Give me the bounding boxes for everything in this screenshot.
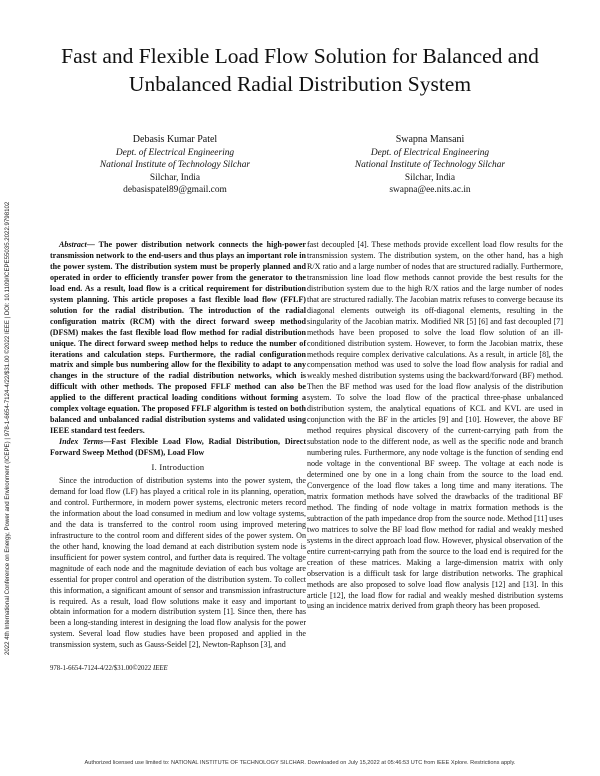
abstract-text: — The power distribution network connects the high-power transmission network to the end-users and thus plays an important role in the power system. The distribution system must be properly planned and operated in order to efficiently transfer power from the generator to the load end. As a result, load flow is a critical requirement for distribution system planning. This article proposes a fast flexible load flow (FFLF) solution for the radial distribution. The introduction of the radial configuration matrix (RCM) with the direct forward sweep method (DFSM) makes the fast flexible load flow method for radial distribution unique. The direct forward sweep method helps to reduce the number of iterations and calculation steps. Furthermore, the radial configuration matrix and simple bus numbering allow for the flexibility to adapt to any changes in the structure of the radial distribution networks, which is difficult with other methods. The proposed FFLF method can also be applied to the different practical loading conditions without forming a complex voltage equation. The proposed FFLF algorithm is tested on both balanced and unbalanced radial distribution systems and validated using IEEE standard test feeders. xyxy=(50,240,306,436)
copyright-ieee: IEEE xyxy=(152,665,168,672)
index-terms-label: Index Terms xyxy=(59,437,104,447)
right-column xyxy=(307,240,563,612)
abstract-label: Abstract xyxy=(59,240,87,249)
author-block-2 xyxy=(300,134,560,197)
doi-sidebar xyxy=(2,120,14,655)
intro-paragraph-continued: fast decoupled [4]. These methods provide excellent load flow results for the transmission system. The distribution system, on the other hand, has a high R/X ratio and a large number of nodes that are structured radially. Furthermore, transmission line load flow methods cannot provide the best results for the distribution system due to the high R/X ratios and the large number of nodes that are structured radially. The Jacobian matrix refuses to converge because its diagonal elements outweigh its off-diagonal elements, resulting in the singularity of the Jacobian matrix. Modified NR [5] [6] and fast decoupled [7] methods have been proposed to solve the load flow solution of an ill-conditioned distribution system. However, to form the Jacobian matrix, these methods require complex derivative calculations. As a result, in article [8], the compensation method was used to solve the load flow analysis for radial and weakly meshed distribution systems using the backward/forward (BF) method. Then the BF method was used for the load flow analysis of the distribution system. To solve the load flow of the practical three-phase unbalanced distribution system, the analytical equations of KCL and KVL are used in conjunction with the BF in the articles [9] and [10]. However, the above BF method requires physical discovery of the current-carrying path from the substation node to the different node, as well as the specific node and branch numbering rules. Furthermore, any node voltage is the function of sending end node voltage in the conventional BF sweep. The voltage at each node is determined one by one in a long chain from the source to the load end. Convergence of the load flow takes a long time and many iterations. The matrix formation methods have solved the drawbacks of the traditional BF method. The finding of node voltage in matrix formation methods is the subtraction of the path impedance drop from the source node. Method [11] uses two matrices to solve the BF load flow method for radial and weakly meshed systems in the direct approach load flow. However, physical observation of the entire current-carrying path from the source to the load end is required for the creation of these matrices. Making a large-dimension matrix with only observation is a difficult task for large distribution networks. The graphical methods are also proposed to solve load flow analysis [12] and [13]. In this article [12], the load flow for radial and weakly meshed distribution systems using an incidence matrix derived from graph theory has been proposed. xyxy=(307,240,564,611)
author-name: Swapna Mansani xyxy=(395,134,465,145)
index-terms xyxy=(50,437,306,459)
copyright-code: 978-1-6654-7124-4/22/$31.00©2022 xyxy=(50,665,153,672)
author-dept: Dept. of Electrical Engineering xyxy=(370,147,490,158)
paper-title: Fast and Flexible Load Flow Solution for Balanced and Unbalanced Radial Distribution System xyxy=(61,44,539,96)
author-email: debasispatel89@gmail.com xyxy=(123,185,227,196)
author-block-1 xyxy=(45,134,305,197)
author-dept: Dept. of Electrical Engineering xyxy=(115,147,235,158)
author-institute: National Institute of Technology Silchar xyxy=(99,160,251,171)
author-location: Silchar, India xyxy=(149,172,201,183)
intro-paragraph: Since the introduction of distribution systems into the power system, the demand for load flow (LF) has played a critical role in its planning, operation, and control. Furthermore, in modern power systems, electronic meters record the information about the load consumed in medium and low voltage systems, and the data is transferred to the control room using improved metering infrastructure to the control room and different sides of the power system. On the other hand, knowing the load demand at each distribution system node is insufficient for power system control, and further data is required. The voltage magnitude of each node and the magnitude deviation of each bus voltage are essential for proper control and operation of the distribution system. To collect this information, a significant amount of sensor and transmission infrastructure is required. As a result, load flow solutions make it easy and important to obtain information for a modern distribution system [1]. Since then, there has been a long-standing interest in designing the load flow analysis for the power system. Several load flow studies have been proposed and applied in the transmission system, such as Gauss-Seidel [2], Newton-Raphson [3], and xyxy=(50,476,306,650)
index-terms-text: —Fast Flexible Load Flow, Radial Distribution, Direct Forward Sweep Method (DFSM), Load Flow xyxy=(50,437,307,458)
doi-sidebar-text: 2022 4th International Conference on Energy, Power and Environment (ICEPE) | 978-1-6654-7124-4/22/$31.00 ©2022 IEEE | DOI: 10.1109/ICEPE55035.2022.9798102 xyxy=(4,201,11,655)
author-institute: National Institute of Technology Silchar xyxy=(354,160,506,171)
section-heading-introduction: I. Introduction xyxy=(151,463,205,473)
abstract xyxy=(50,240,306,437)
author-location: Silchar, India xyxy=(404,172,456,183)
author-email: swapna@ee.nits.ac.in xyxy=(389,185,471,196)
author-name: Debasis Kumar Patel xyxy=(132,134,218,145)
left-column xyxy=(50,240,306,651)
copyright-line xyxy=(50,665,168,672)
download-footer: Authorized licensed use limited to: NATIONAL INSTITUTE OF TECHNOLOGY SILCHAR. Downloaded on July 15,2022 at 05:46:53 UTC from IEEE Xplore. Restrictions apply. xyxy=(84,760,516,766)
